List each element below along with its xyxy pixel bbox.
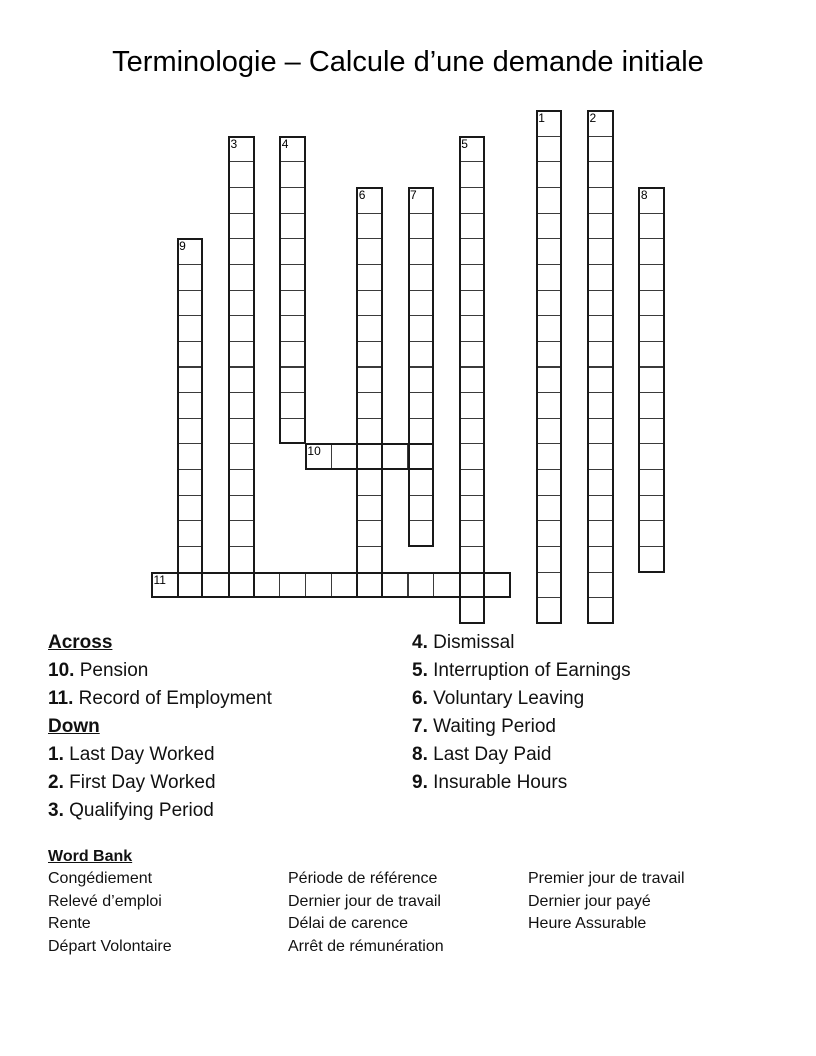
cell-number-9: 9 bbox=[179, 239, 186, 254]
word-bank-word: Période de référence bbox=[288, 870, 438, 887]
clue-number: 1. bbox=[48, 744, 64, 765]
cell-number-7: 7 bbox=[410, 187, 417, 202]
clue-text: Record of Employment bbox=[73, 688, 272, 709]
cell-number-10: 10 bbox=[307, 444, 321, 459]
word-outline-6-down bbox=[356, 187, 383, 598]
clue-number: 6. bbox=[412, 688, 428, 709]
word-bank-word: Congédiement bbox=[48, 870, 153, 887]
word-outline-11-across bbox=[151, 572, 511, 599]
word-bank bbox=[48, 845, 788, 958]
clue-number: 8. bbox=[412, 744, 428, 765]
clue-heading-across: Across bbox=[48, 632, 113, 653]
word-outline-5-down bbox=[459, 136, 486, 624]
clue-number: 10. bbox=[48, 660, 75, 681]
word-bank-word: Heure Assurable bbox=[528, 915, 647, 933]
word-bank-word: Départ Volontaire bbox=[48, 937, 172, 955]
clue-number: 11. bbox=[48, 688, 74, 709]
word-bank-word: Arrêt de rémunération bbox=[288, 937, 444, 955]
clue-item bbox=[48, 685, 272, 713]
word-bank-column-1 bbox=[48, 868, 288, 958]
clue-text: First Day Worked bbox=[63, 772, 216, 793]
clue-item bbox=[48, 769, 272, 797]
word-outline-9-down bbox=[177, 238, 204, 598]
word-outline-3-down bbox=[228, 136, 255, 599]
word-outline-2-down bbox=[587, 110, 614, 624]
clue-number: 2. bbox=[48, 772, 64, 793]
word-outline-7-down bbox=[408, 187, 435, 547]
clue-item bbox=[48, 657, 272, 685]
word-bank-word: Dernier jour de travail bbox=[288, 892, 441, 910]
word-bank-word: Relevé d’emploi bbox=[48, 892, 162, 910]
clue-item bbox=[412, 769, 631, 797]
word-outline-8-down bbox=[638, 187, 665, 573]
word-bank-word: Délai de carence bbox=[288, 915, 409, 933]
cell-number-11: 11 bbox=[153, 572, 166, 587]
clue-text: Last Day Worked bbox=[63, 744, 215, 765]
clue-text: Interruption of Earnings bbox=[427, 660, 631, 681]
clue-column-right bbox=[412, 629, 631, 797]
cell-number-5: 5 bbox=[461, 136, 468, 151]
clue-number: 4. bbox=[412, 632, 428, 653]
word-bank-word: Dernier jour payé bbox=[528, 892, 651, 910]
clue-text: Pension bbox=[74, 660, 149, 681]
word-outline-4-down bbox=[279, 136, 306, 445]
word-bank-word: Rente bbox=[48, 915, 91, 933]
clue-number: 5. bbox=[412, 660, 428, 681]
cell-number-3: 3 bbox=[230, 136, 238, 151]
clue-item bbox=[412, 685, 631, 713]
clue-column-left bbox=[48, 629, 272, 825]
clue-number: 3. bbox=[48, 800, 64, 821]
clue-text: Waiting Period bbox=[427, 716, 556, 737]
clue-text: Voluntary Leaving bbox=[427, 688, 585, 709]
word-bank-word: Premier jour de travail bbox=[528, 870, 685, 887]
word-bank-heading: Word Bank bbox=[48, 848, 133, 865]
clue-item bbox=[412, 629, 631, 657]
clue-item bbox=[412, 657, 631, 685]
clue-item bbox=[48, 741, 272, 769]
clue-number: 9. bbox=[412, 772, 428, 793]
clue-heading-line bbox=[48, 629, 272, 657]
clue-item bbox=[48, 797, 272, 825]
cell-number-1: 1 bbox=[538, 111, 545, 125]
clue-heading-line bbox=[48, 713, 272, 741]
cell-number-8: 8 bbox=[640, 187, 648, 202]
clue-item bbox=[412, 713, 631, 741]
word-bank-column-2 bbox=[288, 868, 528, 958]
clue-heading-down: Down bbox=[48, 716, 100, 737]
word-bank-columns bbox=[48, 868, 788, 958]
word-bank-column-3 bbox=[528, 868, 768, 958]
cell-number-2: 2 bbox=[589, 111, 597, 125]
word-outline-1-down bbox=[536, 110, 563, 624]
clue-text: Qualifying Period bbox=[63, 800, 214, 821]
clue-number: 7. bbox=[412, 716, 428, 737]
word-outline-10-across bbox=[305, 443, 434, 470]
clue-text: Last Day Paid bbox=[427, 744, 552, 765]
clue-item bbox=[412, 741, 631, 769]
page-title: Terminologie – Calcule d’une demande initiale bbox=[112, 46, 704, 78]
cell-number-6: 6 bbox=[358, 187, 366, 202]
cell-number-4: 4 bbox=[281, 136, 289, 151]
clue-text: Dismissal bbox=[427, 632, 515, 653]
clue-text: Insurable Hours bbox=[427, 772, 568, 793]
